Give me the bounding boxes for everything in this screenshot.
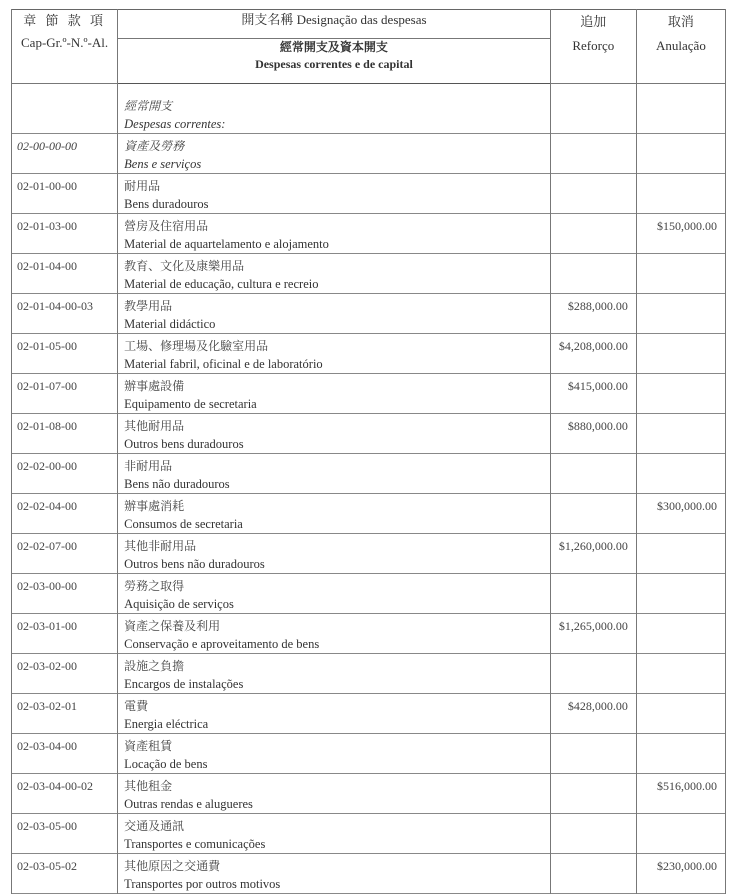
description-pt: Equipamento de secretaria: [124, 397, 257, 411]
description-pt: Material de aquartelamento e alojamento: [124, 237, 329, 251]
description-zh: 資產租賃: [124, 739, 173, 753]
table-row: [12, 94, 726, 134]
description-pt: Conservação e aproveitamento de bens: [124, 637, 320, 651]
anulacao-amount: [636, 614, 725, 654]
reforco-amount: [550, 494, 636, 534]
anulacao-amount: $230,000.00: [636, 854, 725, 894]
reforco-amount: [550, 174, 636, 214]
anulacao-amount: [636, 334, 725, 374]
description: [118, 534, 551, 574]
description: [118, 614, 551, 654]
anulacao-amount: [636, 654, 725, 694]
account-code: 02-03-00-00: [12, 574, 118, 614]
account-code: 02-01-08-00: [12, 414, 118, 454]
budget-table: [11, 9, 726, 894]
header-code: [12, 10, 118, 84]
description: [118, 574, 551, 614]
description: [118, 374, 551, 414]
description-zh: 資產及勞務: [124, 139, 185, 153]
table-row: [12, 694, 726, 734]
header-section-pt: Despesas correntes e de capital: [255, 57, 413, 71]
anulacao-amount: $150,000.00: [636, 214, 725, 254]
description-zh: 其他非耐用品: [124, 539, 197, 553]
reforco-amount: [550, 654, 636, 694]
account-code: [12, 94, 118, 134]
reforco-amount: $428,000.00: [550, 694, 636, 734]
anulacao-amount: [636, 294, 725, 334]
anulacao-amount: $300,000.00: [636, 494, 725, 534]
reforco-amount: [550, 94, 636, 134]
header-reforco-pt: Reforço: [572, 38, 615, 53]
anulacao-amount: $516,000.00: [636, 774, 725, 814]
account-code: 02-01-04-00-03: [12, 294, 118, 334]
table-row: [12, 574, 726, 614]
table-row: [12, 654, 726, 694]
header-anulacao: [636, 10, 725, 84]
anulacao-amount: [636, 174, 725, 214]
description-pt: Consumos de secretaria: [124, 517, 243, 531]
anulacao-amount: [636, 694, 725, 734]
table-row: [12, 494, 726, 534]
description-pt: Bens não duradouros: [124, 477, 230, 491]
description: [118, 254, 551, 294]
description-zh: 耐用品: [124, 179, 161, 193]
account-code: 02-03-05-02: [12, 854, 118, 894]
table-row: [12, 294, 726, 334]
description: [118, 414, 551, 454]
description-zh: 其他耐用品: [124, 419, 185, 433]
reforco-amount: $1,265,000.00: [550, 614, 636, 654]
description: [118, 94, 551, 134]
table-row: [12, 334, 726, 374]
description: [118, 694, 551, 734]
description: [118, 814, 551, 854]
description-zh: 營房及住宿用品: [124, 219, 209, 233]
account-code: 02-01-00-00: [12, 174, 118, 214]
description: [118, 734, 551, 774]
description: [118, 214, 551, 254]
table-row: [12, 214, 726, 254]
reforco-amount: [550, 214, 636, 254]
description: [118, 134, 551, 174]
anulacao-amount: [636, 374, 725, 414]
description-pt: Bens duradouros: [124, 197, 209, 211]
account-code: 02-02-07-00: [12, 534, 118, 574]
reforco-amount: $415,000.00: [550, 374, 636, 414]
header-section-zh: 經常開支及資本開支: [279, 40, 388, 54]
description: [118, 654, 551, 694]
anulacao-amount: [636, 574, 725, 614]
description-pt: Aquisição de serviços: [124, 597, 234, 611]
description-pt: Energia eléctrica: [124, 717, 209, 731]
reforco-amount: [550, 254, 636, 294]
table-row: [12, 814, 726, 854]
description: [118, 774, 551, 814]
table-row: [12, 414, 726, 454]
account-code: 02-02-00-00: [12, 454, 118, 494]
anulacao-amount: [636, 414, 725, 454]
reforco-amount: [550, 774, 636, 814]
description-zh: 辦事處消耗: [124, 499, 185, 513]
anulacao-amount: [636, 734, 725, 774]
reforco-amount: [550, 734, 636, 774]
account-code: 02-03-02-01: [12, 694, 118, 734]
header-code-pt: Cap-Gr.º-N.º-Al.: [21, 35, 109, 50]
account-code: 02-03-04-00-02: [12, 774, 118, 814]
table-row: [12, 174, 726, 214]
anulacao-amount: [636, 254, 725, 294]
description: [118, 174, 551, 214]
description-zh: 其他租金: [124, 779, 173, 793]
description-zh: 電費: [124, 699, 149, 713]
header-reforco: [550, 10, 636, 84]
reforco-amount: $4,208,000.00: [550, 334, 636, 374]
description-pt: Bens e serviços: [124, 157, 202, 171]
description-zh: 工場、修理場及化驗室用品: [124, 339, 269, 353]
description-zh: 經常開支: [124, 99, 173, 113]
description-pt: Outras rendas e alugueres: [124, 797, 253, 811]
reforco-amount: $880,000.00: [550, 414, 636, 454]
description-zh: 資產之保養及利用: [124, 619, 221, 633]
description-pt: Material fabril, oficinal e de laboratório: [124, 357, 323, 371]
description-pt: Locação de bens: [124, 757, 208, 771]
header-code-zh: 章 節 款 項: [23, 13, 106, 28]
description: [118, 334, 551, 374]
header-anulacao-zh: 取消: [667, 14, 694, 29]
header-reforco-zh: 追加: [580, 14, 607, 29]
reforco-amount: [550, 454, 636, 494]
description: [118, 454, 551, 494]
table-row: [12, 254, 726, 294]
table-row: [12, 374, 726, 414]
account-code: 02-03-02-00: [12, 654, 118, 694]
table-row: [12, 614, 726, 654]
account-code: 02-01-07-00: [12, 374, 118, 414]
account-code: 02-03-05-00: [12, 814, 118, 854]
table-row: [12, 534, 726, 574]
account-code: 02-03-04-00: [12, 734, 118, 774]
anulacao-amount: [636, 134, 725, 174]
reforco-amount: [550, 574, 636, 614]
description: [118, 294, 551, 334]
table-row: [12, 134, 726, 174]
reforco-amount: [550, 814, 636, 854]
header-section: [118, 39, 551, 84]
account-code: 02-00-00-00: [12, 134, 118, 174]
table-row: [12, 734, 726, 774]
description: [118, 854, 551, 894]
account-code: 02-01-04-00: [12, 254, 118, 294]
account-code: 02-03-01-00: [12, 614, 118, 654]
account-code: 02-01-03-00: [12, 214, 118, 254]
description-pt: Despesas correntes:: [124, 117, 226, 131]
description-zh: 非耐用品: [124, 459, 173, 473]
description-zh: 設施之負擔: [124, 659, 185, 673]
description-zh: 勞務之取得: [124, 579, 185, 593]
anulacao-amount: [636, 94, 725, 134]
anulacao-amount: [636, 814, 725, 854]
description-zh: 教學用品: [124, 299, 173, 313]
description-pt: Material didáctico: [124, 317, 216, 331]
account-code: 02-02-04-00: [12, 494, 118, 534]
table-row: [12, 774, 726, 814]
anulacao-amount: [636, 534, 725, 574]
description-pt: Encargos de instalações: [124, 677, 244, 691]
description-zh: 辦事處設備: [124, 379, 185, 393]
description-pt: Material de educação, cultura e recreio: [124, 277, 319, 291]
description-pt: Outros bens não duradouros: [124, 557, 265, 571]
header-anulacao-pt: Anulação: [656, 38, 706, 53]
reforco-amount: [550, 854, 636, 894]
reforco-amount: $1,260,000.00: [550, 534, 636, 574]
description-pt: Outros bens duradouros: [124, 437, 244, 451]
anulacao-amount: [636, 454, 725, 494]
description-zh: 交通及通訊: [124, 819, 185, 833]
description: [118, 494, 551, 534]
reforco-amount: $288,000.00: [550, 294, 636, 334]
description-zh: 其他原因之交通費: [124, 859, 221, 873]
table-row: [12, 454, 726, 494]
description-zh: 教育、文化及康樂用品: [124, 259, 245, 273]
table-row: [12, 854, 726, 894]
reforco-amount: [550, 134, 636, 174]
description-pt: Transportes por outros motivos: [124, 877, 281, 891]
account-code: 02-01-05-00: [12, 334, 118, 374]
description-pt: Transportes e comunicações: [124, 837, 266, 851]
header-designation: 開支名稱 Designação das despesas: [118, 10, 551, 39]
